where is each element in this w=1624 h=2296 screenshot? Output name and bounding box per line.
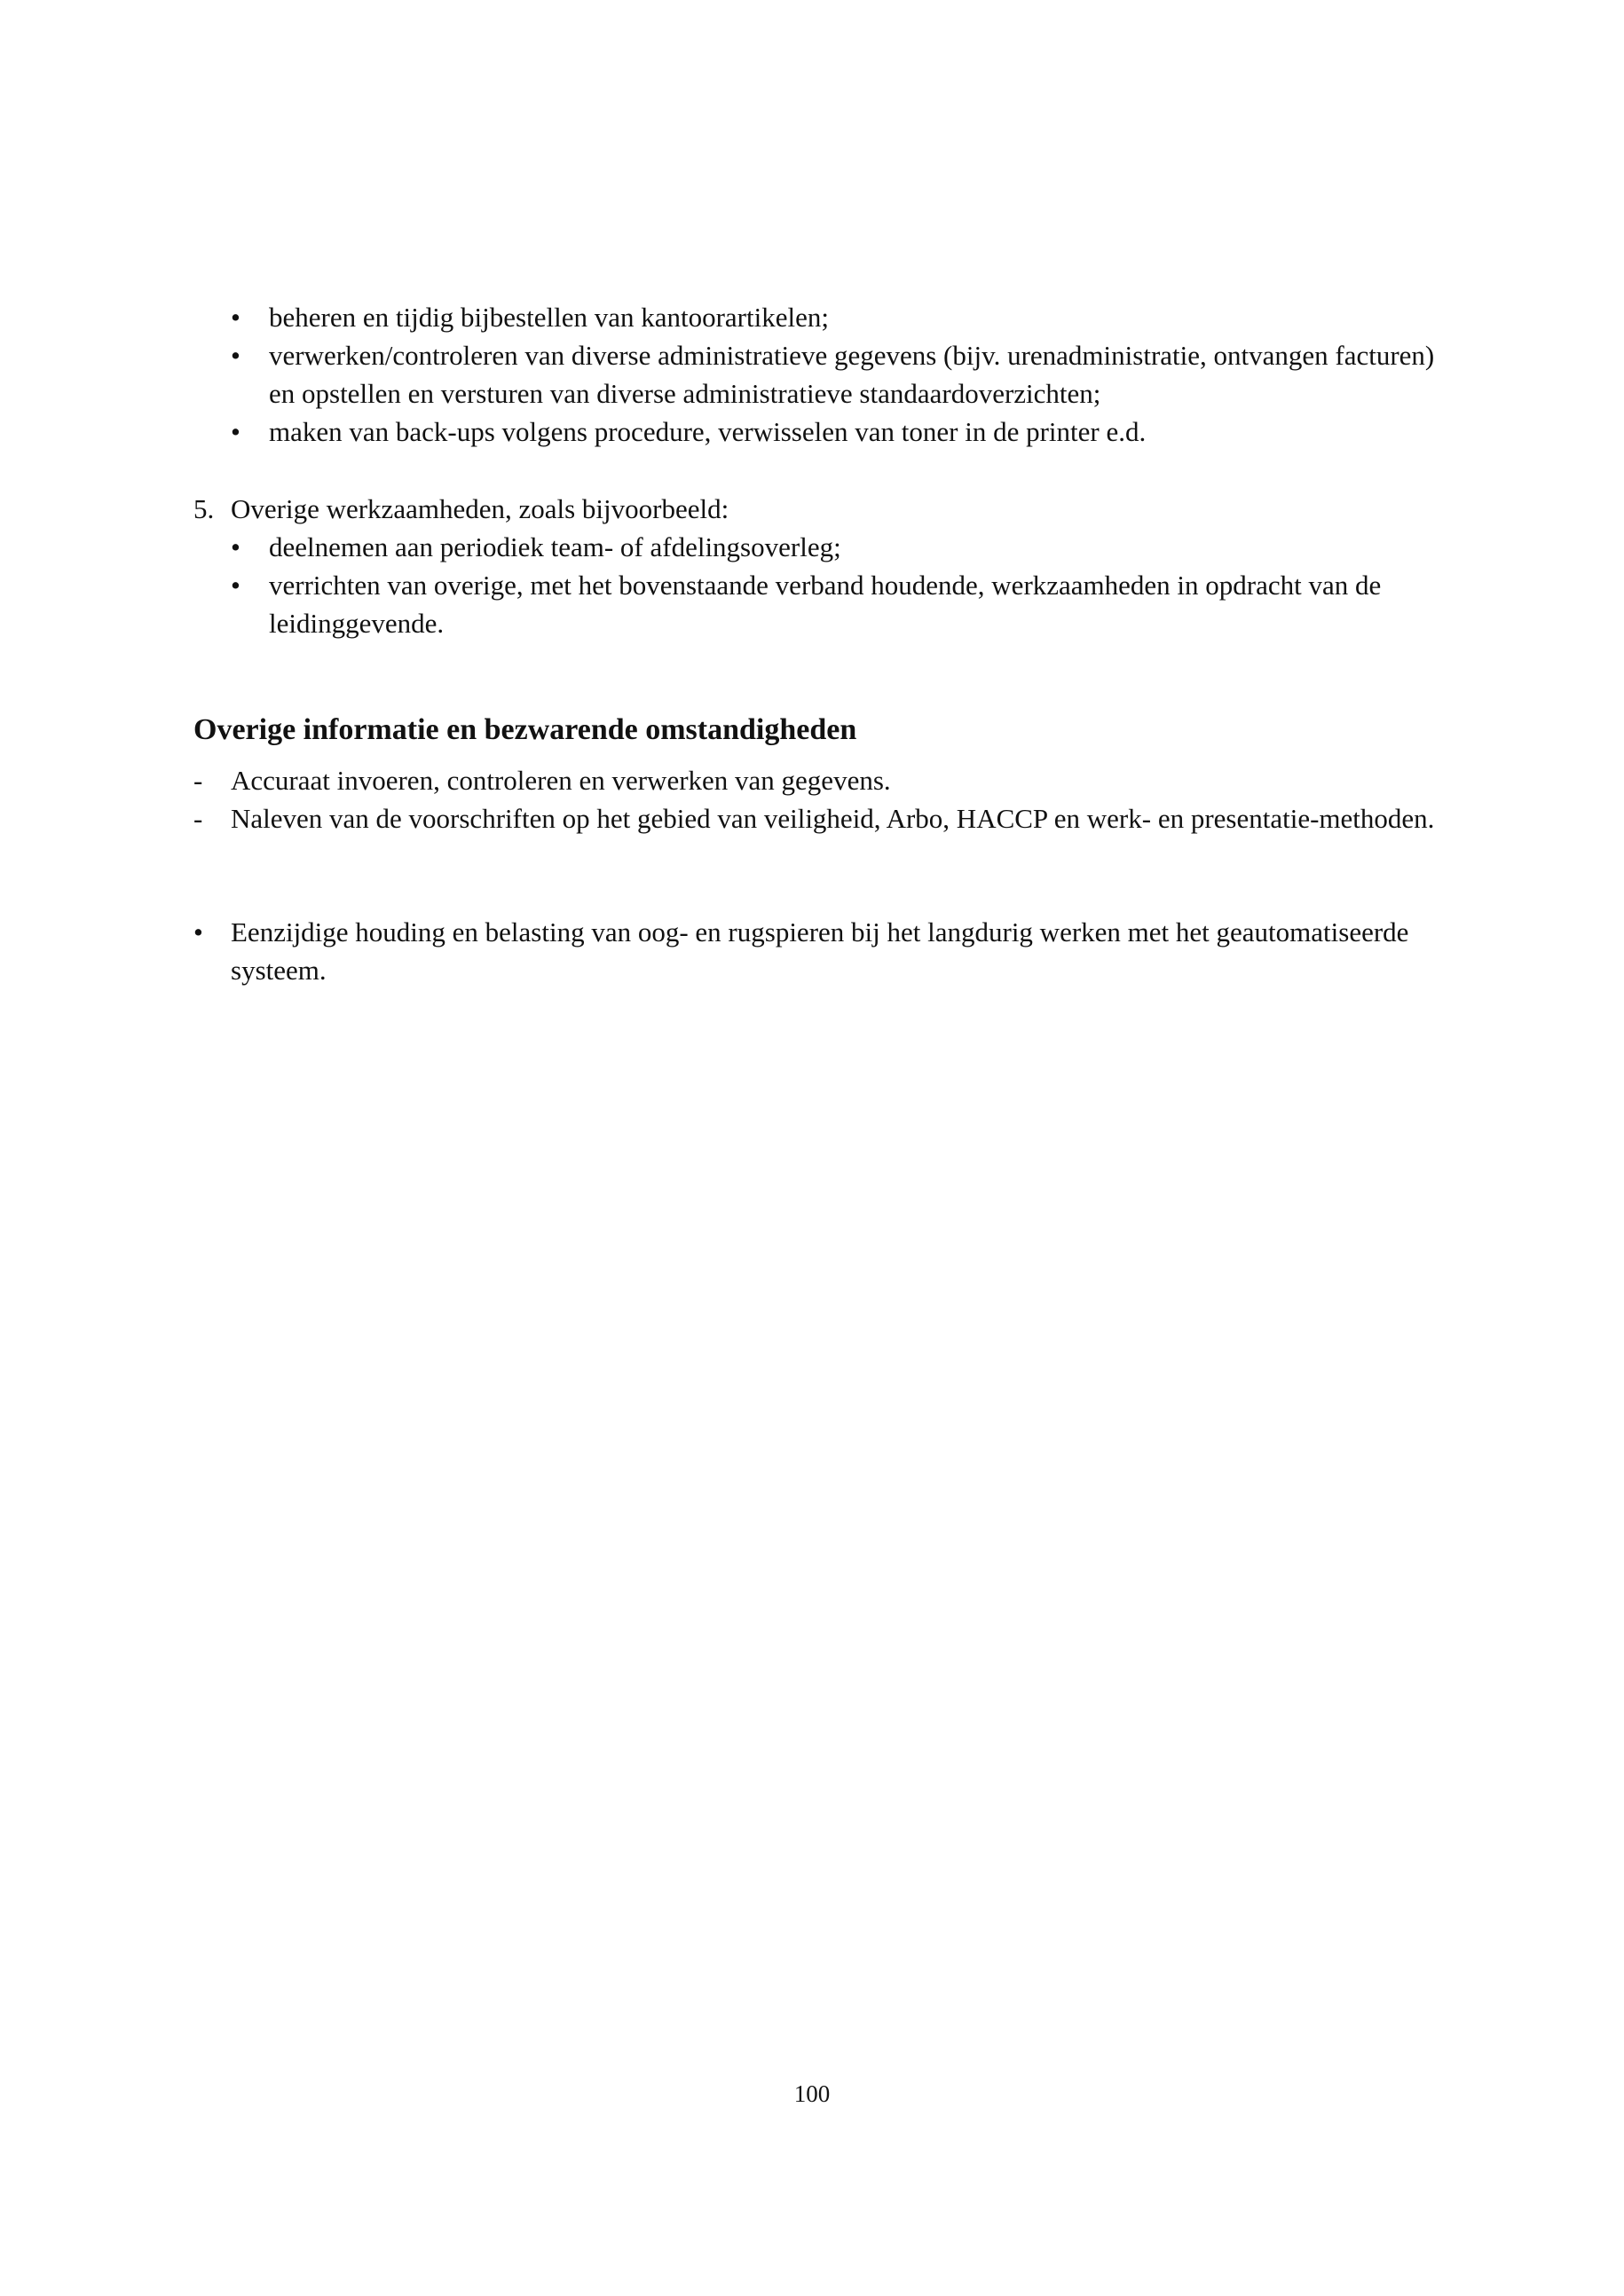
bullet-marker: • <box>231 302 240 333</box>
section-heading: Overige informatie en bezwarende omstandigheden <box>193 713 857 746</box>
list-item <box>193 298 1454 336</box>
list-item <box>193 799 1454 837</box>
list-item-text: Eenzijdige houding en belasting van oog- en rugspieren bij het langdurig werken met het geautomatiseerde systeem. <box>231 916 1409 986</box>
bullet-marker: • <box>231 340 240 371</box>
numbered-section <box>193 490 1454 642</box>
bullet-marker: • <box>231 531 240 562</box>
dash-marker: - <box>193 803 203 834</box>
list-item-text: Accuraat invoeren, controleren en verwerken van gegevens. <box>231 765 891 796</box>
dash-list <box>193 761 1454 837</box>
list-item <box>193 761 1454 799</box>
list-item-text: maken van back-ups volgens procedure, verwisselen van toner in de printer e.d. <box>269 416 1147 447</box>
list-item-text: beheren en tijdig bijbestellen van kantoorartikelen; <box>269 302 829 333</box>
bullet-marker: • <box>231 570 240 601</box>
list-item-text: verwerken/controleren van diverse administratieve gegevens (bijv. urenadministratie, ontvangen facturen) en opstellen en versturen van diverse administratieve standaardoverzichten; <box>269 340 1435 409</box>
list-item <box>193 913 1454 989</box>
item-number: 5. <box>193 493 215 524</box>
numbered-item <box>193 490 1454 528</box>
list-item-text: deelnemen aan periodiek team- of afdelingsoverleg; <box>269 531 841 562</box>
bullet-marker: • <box>231 416 240 447</box>
list-item <box>193 413 1454 451</box>
task-bullet-list <box>193 298 1454 451</box>
circumstances-bullet-list <box>193 913 1454 989</box>
page-number: 100 <box>793 2080 831 2107</box>
list-item-text: verrichten van overige, met het bovenstaande verband houdende, werkzaamheden in opdracht van de leidinggevende. <box>269 570 1382 639</box>
list-item <box>193 528 1454 566</box>
list-item <box>193 566 1454 642</box>
bullet-marker: • <box>193 916 203 947</box>
list-item <box>193 336 1454 413</box>
list-item-text: Naleven van de voorschriften op het gebied van veiligheid, Arbo, HACCP en werk- en presentatie-methoden. <box>231 803 1435 834</box>
numbered-item-text: Overige werkzaamheden, zoals bijvoorbeeld: <box>231 493 729 524</box>
dash-marker: - <box>193 765 203 796</box>
